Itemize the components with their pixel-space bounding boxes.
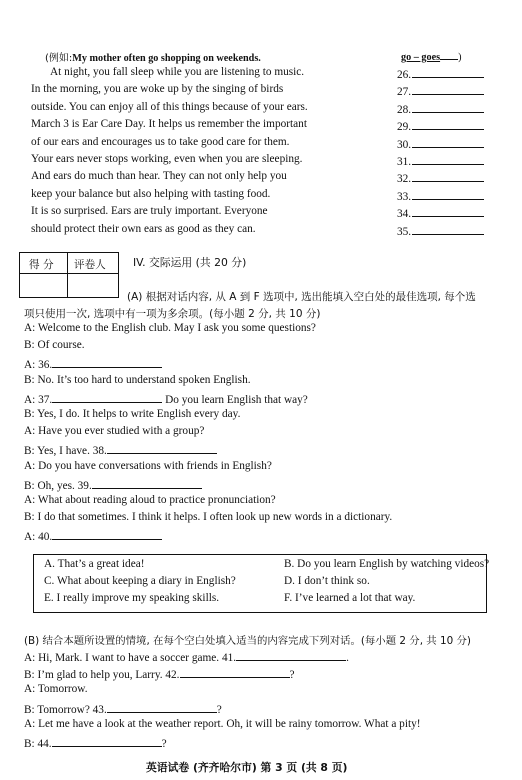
- fill-blank[interactable]: [52, 391, 162, 403]
- dialogue-line: [24, 701, 222, 716]
- dialogue-line: [24, 735, 167, 750]
- dialogue-line: [24, 339, 85, 351]
- dialogue-text: A: What about reading aloud to practice pronunciation?: [24, 494, 276, 506]
- answer-blank[interactable]: [397, 101, 484, 116]
- example-answer: [400, 49, 461, 63]
- answer-number: 29.: [397, 121, 412, 134]
- fill-blank[interactable]: [52, 528, 162, 540]
- dialogue-tail: ?: [161, 738, 167, 750]
- dialogue-line: [24, 649, 349, 664]
- dialogue-text: A: Do you have conversations with friends in English?: [24, 459, 272, 472]
- score-header: 得 分: [29, 259, 54, 271]
- example-line: [45, 49, 261, 64]
- passage-line: March 3 is Ear Care Day. It helps us remember the important: [31, 118, 307, 131]
- option-a: A. That’s a great idea!: [44, 558, 145, 570]
- dialogue-line: [24, 425, 204, 437]
- dialogue-text: A: Have you ever studied with a group?: [24, 425, 205, 438]
- fill-blank[interactable]: [52, 735, 162, 747]
- answer-line[interactable]: [412, 223, 484, 235]
- option-f: F. I’ve learned a lot that way.: [284, 592, 416, 604]
- options-box: [33, 554, 490, 613]
- answer-blank[interactable]: [397, 188, 484, 203]
- grader-header: 评卷人: [74, 259, 106, 271]
- answer-blank[interactable]: [397, 153, 484, 168]
- answer-line[interactable]: [412, 205, 484, 217]
- part-a-instruction-line2: 项只使用一次, 选项中有一项为多余项。(每小题 2 分, 共 10 分): [24, 308, 321, 320]
- option-d: D. I don’t think so.: [284, 575, 370, 587]
- dialogue-text: B: I’m glad to help you, Larry. 42.: [24, 669, 180, 682]
- dialogue-text: B: 44.: [24, 738, 52, 750]
- dialogue-tail: ?: [216, 703, 222, 716]
- dialogue-text: B: No. It’s too hard to understand spoken English.: [24, 373, 251, 386]
- answer-blank[interactable]: [397, 170, 484, 185]
- dialogue-line: [24, 442, 217, 457]
- dialogue-line: [24, 477, 202, 492]
- dialogue-tail: .: [346, 652, 349, 664]
- score-table: [19, 252, 119, 298]
- dialogue-text: B: Yes, I do. It helps to write English every day.: [24, 408, 241, 420]
- score-table-vline: [67, 253, 68, 297]
- answer-number: 33.: [397, 190, 412, 203]
- fill-blank[interactable]: [52, 356, 162, 368]
- dialogue-text: A: Hi, Mark. I want to have a soccer game. 41.: [24, 652, 237, 664]
- score-table-hline: [20, 273, 118, 274]
- example-answer-text: go – goes: [401, 52, 441, 63]
- answer-line[interactable]: [412, 101, 484, 113]
- answer-line[interactable]: [412, 153, 484, 165]
- dialogue-line: [24, 494, 276, 506]
- fill-blank[interactable]: [107, 701, 217, 713]
- part-b-instruction: (B) 结合本题所设置的情境, 在每个空白处填入适当的内容完成下列对话。(每小题 2 分, 共 10 分): [24, 635, 471, 647]
- passage-line: It is so surprised. Ears are truly important. Everyone: [31, 205, 268, 218]
- answer-blank[interactable]: [397, 136, 484, 151]
- dialogue-text: B: Tomorrow? 43.: [24, 703, 107, 716]
- passage-line: keep your balance but also helping with tasting food.: [31, 187, 271, 200]
- dialogue-line: [24, 511, 392, 523]
- page-footer: 英语试卷 (齐齐哈尔市) 第 3 页 (共 8 页): [146, 761, 348, 774]
- answer-number: 32.: [397, 173, 412, 186]
- dialogue-text: B: Of course.: [24, 339, 85, 352]
- answer-blank[interactable]: [397, 66, 484, 81]
- answer-number: 27.: [397, 86, 412, 99]
- answer-blank[interactable]: [397, 223, 484, 238]
- answer-line[interactable]: [412, 136, 484, 148]
- passage-line: Your ears never stops working, even when you are sleeping.: [31, 153, 303, 165]
- dialogue-line: [24, 374, 251, 386]
- dialogue-line: [24, 666, 295, 681]
- part-a-instruction-line1: (A) 根据对话内容, 从 A 到 F 选项中, 选出能填入空白处的最佳选项, 每个选: [127, 291, 476, 303]
- example-prefix: (例如:: [45, 53, 73, 64]
- passage-line: And ears do much than hear. They can not only help you: [31, 170, 287, 183]
- dialogue-line: [24, 408, 240, 420]
- dialogue-text: A: 37.: [24, 393, 53, 406]
- passage-line: of our ears and encourages us to take good care for them.: [31, 135, 290, 148]
- answer-number: 28.: [397, 103, 412, 116]
- dialogue-text: A: Welcome to the English club. May I ask you some questions?: [24, 322, 316, 334]
- example-close: ): [458, 52, 462, 63]
- answer-number: 30.: [397, 138, 412, 151]
- fill-blank[interactable]: [236, 649, 346, 661]
- passage-line: At night, you fall sleep while you are listening to music.: [50, 66, 305, 78]
- dialogue-text: A: Let me have a look at the weather report. Oh, it will be rainy tomorrow. What a pity!: [24, 717, 421, 730]
- dialogue-line: [24, 356, 162, 371]
- dialogue-text: B: Yes, I have. 38.: [24, 445, 107, 458]
- dialogue-line: [24, 528, 162, 543]
- dialogue-tail: Do you learn English that way?: [162, 393, 308, 406]
- passage-line: should protect their own ears as good as they can.: [31, 222, 256, 235]
- dialogue-line: [24, 322, 316, 334]
- answer-number: 31.: [397, 156, 412, 168]
- answer-line[interactable]: [412, 118, 484, 130]
- example-sentence: My mother often go shopping on weekends.: [72, 53, 261, 64]
- dialogue-line: [24, 683, 88, 695]
- passage-line: In the morning, you are woke up by the singing of birds: [31, 83, 284, 96]
- answer-line[interactable]: [412, 66, 484, 78]
- dialogue-text: A: 40.: [24, 531, 53, 544]
- fill-blank[interactable]: [92, 477, 202, 489]
- passage-line: outside. You can enjoy all of this things because of your ears.: [31, 100, 308, 113]
- answer-line[interactable]: [412, 83, 484, 95]
- dialogue-tail: ?: [289, 669, 295, 682]
- answer-line[interactable]: [412, 170, 484, 182]
- dialogue-text: B: Oh, yes. 39.: [24, 479, 92, 492]
- option-e: E. I really improve my speaking skills.: [44, 592, 220, 604]
- example-answer-underline: [440, 49, 458, 60]
- dialogue-text: A: 36.: [24, 359, 53, 372]
- option-b: B. Do you learn English by watching videos?: [284, 558, 490, 570]
- dialogue-line: [24, 460, 272, 472]
- answer-number: 35.: [397, 225, 412, 238]
- dialogue-text: A: Tomorrow.: [24, 683, 88, 696]
- fill-blank[interactable]: [180, 666, 290, 678]
- answer-number: 34.: [397, 208, 412, 221]
- dialogue-text: B: I do that sometimes. I think it helps. I often look up new words in a dictionary.: [24, 511, 393, 524]
- section-iv-title: IV. 交际运用 (共 20 分): [133, 256, 247, 269]
- fill-blank[interactable]: [107, 442, 217, 454]
- answer-blank[interactable]: [397, 118, 484, 133]
- dialogue-line: [24, 391, 308, 406]
- answer-blank[interactable]: [397, 83, 484, 98]
- dialogue-line: [24, 718, 421, 730]
- answer-number: 26.: [397, 69, 412, 81]
- answer-blank[interactable]: [397, 205, 484, 220]
- option-c: C. What about keeping a diary in English?: [44, 575, 236, 587]
- answer-line[interactable]: [412, 188, 484, 200]
